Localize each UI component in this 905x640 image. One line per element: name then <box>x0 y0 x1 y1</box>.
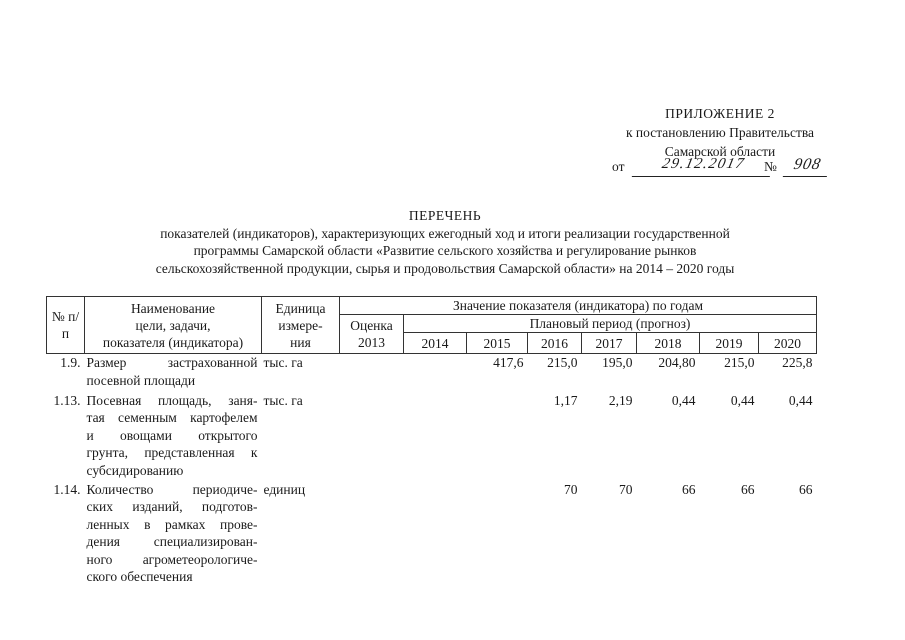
header-unit-line: измере- <box>278 317 323 333</box>
row-name-line: Посевная площадь, заня- <box>86 392 258 408</box>
document-heading: ПЕРЕЧЕНЬ <box>408 208 482 223</box>
cell-2020: 0,44 <box>788 392 813 408</box>
document-title-block <box>90 207 800 277</box>
cell-2018: 0,44 <box>671 392 696 408</box>
number-prefix: № <box>764 159 777 174</box>
row-name-line: ленных в рамках прове- <box>86 516 258 532</box>
header-unit-line: ния <box>290 334 311 350</box>
row-name-line: субсидированию <box>86 462 184 478</box>
cell-2014 <box>404 392 467 481</box>
row-name-line: ских изданий, подготов- <box>86 499 258 514</box>
row-indicator-name <box>85 481 262 589</box>
table-row <box>47 392 817 481</box>
decree-date-number <box>612 156 842 181</box>
header-name-line: цели, задачи, <box>135 317 211 333</box>
cell-2017: 70 <box>619 481 633 497</box>
row-unit: тыс. га <box>263 392 303 408</box>
header-name-line: показателя (индикатора) <box>102 334 244 350</box>
cell-2018: 204,80 <box>658 355 696 370</box>
cell-2018: 66 <box>682 481 696 497</box>
cell-2019: 0,44 <box>730 392 755 408</box>
table-row <box>47 354 817 392</box>
cell-2013 <box>340 354 404 392</box>
subtitle-line-1: показателей (индикаторов), характеризующих ежегодный ход и итоги реализации государственной <box>160 225 730 241</box>
header-name <box>85 297 262 354</box>
row-name-line: ского обеспечения <box>86 569 193 584</box>
cell-2015 <box>467 481 528 589</box>
header-unit-line: Единица <box>275 300 326 316</box>
cell-2013 <box>340 392 404 481</box>
cell-2019: 215,0 <box>724 355 755 370</box>
row-name-line: тая семенным картофелем <box>86 410 258 425</box>
cell-2020: 225,8 <box>782 355 813 370</box>
subtitle-line-2: программы Самарской области «Развитие сельского хозяйства и регулирование рынков <box>193 243 697 258</box>
cell-2016: 215,0 <box>547 355 578 370</box>
cell-2015: 417,6 <box>493 355 524 370</box>
appendix-line-1: к постановлению Правительства <box>625 125 815 140</box>
cell-2019: 66 <box>741 481 755 497</box>
header-values-group: Значение показателя (индикатора) по годам <box>340 297 817 315</box>
header-planned-group: Плановый период (прогноз) <box>404 315 817 333</box>
row-number: 1.14. <box>53 481 81 497</box>
appendix-title: ПРИЛОЖЕНИЕ 2 <box>665 106 775 121</box>
row-name-line: посевной площади <box>86 372 196 388</box>
date-prefix: от <box>612 159 625 174</box>
header-year-2016: 2016 <box>528 333 582 354</box>
cell-2017: 2,19 <box>608 392 633 408</box>
header-year-2015: 2015 <box>467 333 528 354</box>
handwritten-date: 29.12.2017 <box>632 156 774 177</box>
row-name-line: дения специализирован- <box>86 534 258 549</box>
row-name-line: Размер застрахованной <box>86 355 258 370</box>
header-estimate <box>340 315 404 354</box>
header-num: № п/п <box>47 297 85 354</box>
row-unit: тыс. га <box>263 355 303 370</box>
header-year-2019: 2019 <box>700 333 759 354</box>
cell-2020: 66 <box>799 481 813 497</box>
row-number: 1.9. <box>60 355 81 370</box>
cell-2015 <box>467 392 528 481</box>
subtitle-line-3: сельскохозяйственной продукции, сырья и продовольствия Самарской области» на 2014 – 2020 годы <box>155 260 735 276</box>
indicators-table <box>46 296 817 589</box>
row-name-line: грунта, представленная к <box>86 445 258 460</box>
header-estimate-year: 2013 <box>358 335 385 350</box>
row-name-line: и овощами открытого <box>86 427 258 443</box>
header-year-2020: 2020 <box>759 333 817 354</box>
row-indicator-name <box>85 392 262 481</box>
cell-2014 <box>404 481 467 589</box>
handwritten-number: 908 <box>783 156 831 177</box>
row-unit: единиц <box>263 481 306 497</box>
header-name-line: Наименование <box>130 300 216 316</box>
row-name-line: Количество периодиче- <box>86 481 258 497</box>
row-indicator-name <box>85 354 262 392</box>
header-unit <box>262 297 340 354</box>
header-estimate-label: Оценка <box>350 318 393 333</box>
appendix-stamp <box>600 104 840 161</box>
header-year-2018: 2018 <box>637 333 700 354</box>
header-year-2014: 2014 <box>404 333 467 354</box>
appendix-line-2: Самарской области <box>664 144 776 159</box>
table-row <box>47 481 817 589</box>
cell-2013 <box>340 481 404 589</box>
cell-2017: 195,0 <box>602 355 633 370</box>
cell-2016: 1,17 <box>553 392 578 408</box>
row-number: 1.13. <box>53 392 81 408</box>
row-name-line: ного агрометеорологиче- <box>86 551 258 567</box>
cell-2014 <box>404 354 467 392</box>
header-year-2017: 2017 <box>582 333 637 354</box>
cell-2016: 70 <box>564 481 578 497</box>
